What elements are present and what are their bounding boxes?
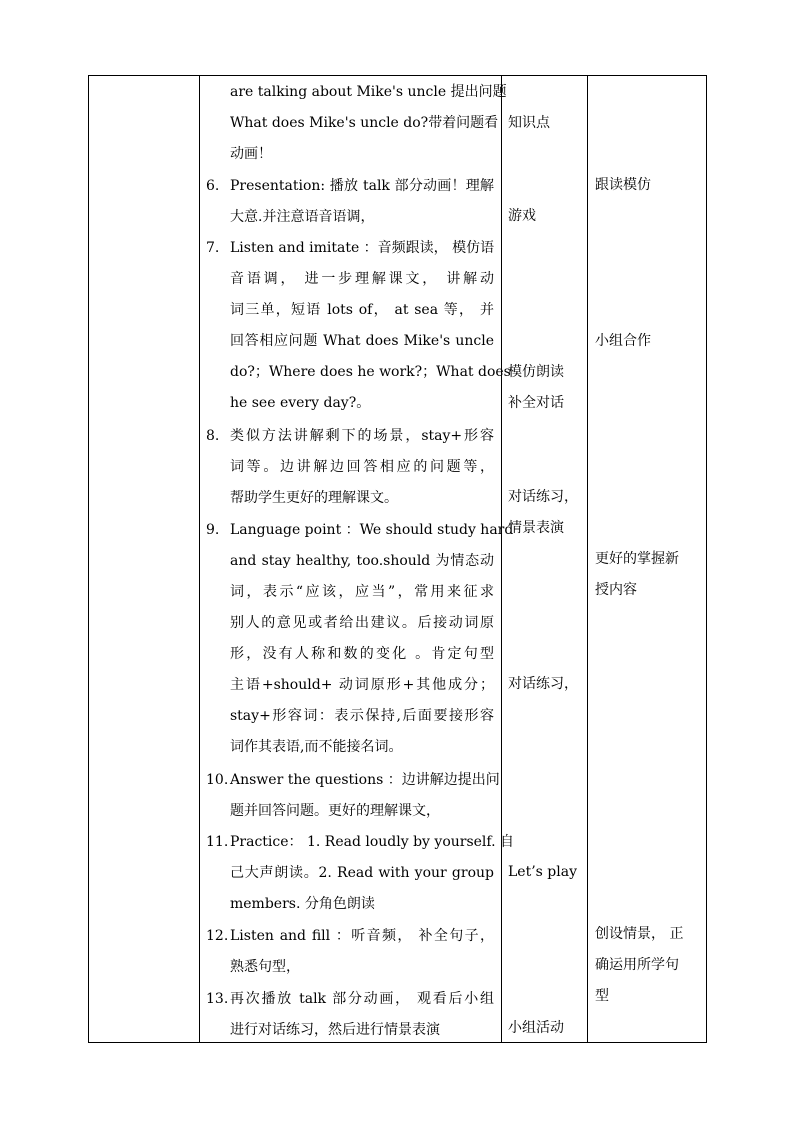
purpose-create-scene-3: 型 <box>595 988 609 1004</box>
activity-game: 游戏 <box>508 208 536 224</box>
step-number: 9. <box>206 522 220 538</box>
step-text-line: 熟悉句型， <box>230 959 300 975</box>
step-text <box>230 921 494 983</box>
step-text-line: Listen and fill ：听音频， 补全句子， <box>230 928 494 944</box>
step-text-line: and stay healthy, too.should 为情态动 <box>230 553 494 569</box>
step-text-line: Language point ：We should study hard <box>230 522 514 538</box>
purpose-group-cooperation: 小组合作 <box>595 333 651 349</box>
step-text-line: Presentation: 播放 talk 部分动画！理解 <box>230 178 494 194</box>
purpose-master-content-2: 授内容 <box>595 582 637 598</box>
step-text-line: are talking about Mike's uncle 提出问题 <box>230 84 507 100</box>
step-text-line: do?；Where does he work?；What does <box>230 364 511 380</box>
step-text <box>230 77 507 170</box>
activity-dialogue-practice-2: 对话练习， <box>508 676 578 692</box>
step-text <box>230 171 494 233</box>
activity-role-play: 情景表演 <box>508 520 564 536</box>
activity-dialogue-practice: 对话练习， <box>508 489 578 505</box>
step-text-line: 音语调， 进一步理解课文， 讲解动 <box>230 271 494 287</box>
step-number: 12. <box>206 928 229 944</box>
step-text-line: What does Mike's uncle do?带着问题看 <box>230 115 499 131</box>
step-text-line: 大意.并注意语音语调， <box>230 209 375 225</box>
column-divider <box>587 76 588 1042</box>
step-text-line: Listen and imitate ：音频跟读， 模仿语 <box>230 240 495 256</box>
step-number: 8. <box>206 428 220 444</box>
purpose-follow-read: 跟读模仿 <box>595 177 651 193</box>
activity-imitate-reading: 模仿朗读 <box>508 364 564 380</box>
column-divider <box>501 76 502 1042</box>
column-divider <box>199 76 200 1042</box>
step-text-line: members. 分角色朗读 <box>230 896 375 912</box>
step-text-line: 再次播放 talk 部分动画， 观看后小组 <box>230 991 494 1007</box>
step-text-line: 类似方法讲解剩下的场景，stay+形容 <box>230 428 494 444</box>
purpose-create-scene-2: 确运用所学句 <box>595 957 679 973</box>
step-text <box>230 421 494 514</box>
step-text <box>230 233 511 419</box>
step-text-line: 帮助学生更好的理解课文。 <box>230 490 398 506</box>
step-number: 13. <box>206 991 229 1007</box>
step-text-line: stay+形容词：表示保持,后面要接形容 <box>230 708 494 724</box>
purpose-master-content-1: 更好的掌握新 <box>595 551 679 567</box>
step-text-line: 进行对话练习，然后进行情景表演 <box>230 1022 440 1038</box>
step-text-line: 形，没有人称和数的变化 。肯定句型 <box>230 646 494 662</box>
activity-knowledge-point: 知识点 <box>508 115 550 131</box>
step-text <box>230 765 500 827</box>
step-text-line: 回答相应问题 What does Mike's uncle <box>230 333 494 349</box>
purpose-create-scene-1: 创设情景， 正 <box>595 926 684 942</box>
step-text-line: he see every day?。 <box>230 395 371 411</box>
step-text-line: 词，表示“应该，应当”，常用来征求 <box>230 584 494 600</box>
step-text-line: 题并回答问题。更好的理解课文， <box>230 803 440 819</box>
step-number: 7. <box>206 240 220 256</box>
step-text-line: 主语+should+ 动词原形+其他成分； <box>230 677 494 693</box>
step-text-line: 己大声朗读。2. Read with your group <box>230 865 494 881</box>
activity-group-activity: 小组活动 <box>508 1020 564 1036</box>
step-text <box>230 827 514 920</box>
step-text-line: 词作其表语,而不能接名词。 <box>230 739 403 755</box>
step-text-line: Practice： 1. Read loudly by yourself. 自 <box>230 834 514 850</box>
step-text <box>230 515 514 763</box>
activity-lets-play: Let’s play <box>508 864 577 880</box>
step-text-line: 词三单，短语 lots of， at sea 等， 并 <box>230 302 494 318</box>
step-text-line: Answer the questions ：边讲解边提出问 <box>230 772 500 788</box>
step-number: 10. <box>206 772 229 788</box>
step-text-line: 动画！ <box>230 146 272 162</box>
step-number: 6. <box>206 178 220 194</box>
step-number: 11. <box>206 834 229 850</box>
step-text-line: 别人的意见或者给出建议。后接动词原 <box>230 615 494 631</box>
step-text <box>230 984 494 1046</box>
activity-complete-dialogue: 补全对话 <box>508 395 564 411</box>
step-text-line: 词等。边讲解边回答相应的问题等， <box>230 459 494 475</box>
